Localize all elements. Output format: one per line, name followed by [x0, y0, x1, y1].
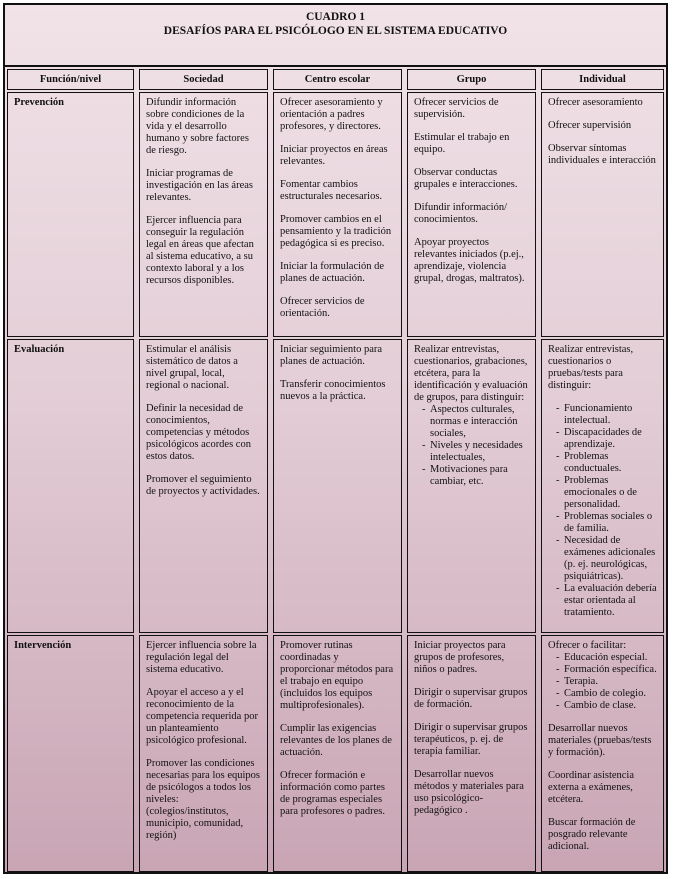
cell-text: Iniciar programas de investigación en las áreas relevantes.: [146, 168, 253, 203]
cell-text: Difundir información/ conocimientos.: [414, 202, 508, 225]
cell-text: Observar síntomas individuales e interacción: [548, 143, 656, 166]
cell-prevencion-centro: [273, 92, 402, 337]
cell-text: Dirigir o supervisar grupos de formación.: [414, 687, 528, 710]
cell-text: Estimular el trabajo en equipo.: [414, 132, 510, 155]
cell-prevencion-individual: [541, 92, 664, 337]
cell-text: Observar conductas grupales e interacciones.: [414, 167, 518, 190]
cell-text: Iniciar proyectos para grupos de profesores, niños o padres.: [414, 640, 506, 675]
cell-text: Ofrecer asesoramiento y orientación a padres profesores, y directores.: [280, 97, 383, 132]
list-item: - Problemas conductuales.: [548, 451, 657, 475]
cell-prevencion-sociedad: [139, 92, 268, 337]
cell-text: Promover las condiciones necesarias para los equipos de psicólogos a todos los niveles: (colegios/institutos, municipio, comunidad, región): [146, 758, 260, 841]
cell-text: Definir la necesidad de conocimientos, competencias y métodos psicológicos acordes con estos datos.: [146, 403, 251, 462]
cell-text: Apoyar el acceso a y el reconocimiento de la competencia requerida por un planteamiento psicológico profesional.: [146, 687, 258, 746]
cell-text: Desarrollar nuevos métodos y materiales para uso psicológico-pedagógico .: [414, 769, 524, 816]
cell-text: Ofrecer asesoramiento: [548, 97, 643, 108]
list: [548, 652, 657, 712]
list-item: - Formación específica.: [548, 664, 657, 676]
cell-evaluacion-sociedad: [139, 339, 268, 633]
cell-text: Transferir conocimientos nuevos a la práctica.: [280, 379, 386, 402]
cell-text: Iniciar seguimiento para planes de actuación.: [280, 344, 383, 367]
row-label-prevencion: Prevención: [7, 92, 134, 337]
cell-text: Desarrollar nuevos materiales (pruebas/tests y formación).: [548, 723, 652, 758]
list-item: - Niveles y necesidades intelectuales,: [414, 440, 529, 464]
cell-evaluacion-individual: [541, 339, 664, 633]
cell-intervencion-centro: [273, 635, 402, 872]
list: [414, 404, 529, 488]
cell-text: Fomentar cambios estructurales necesarios.: [280, 179, 383, 202]
cell-text: Promover el seguimiento de proyectos y actividades.: [146, 474, 260, 497]
list-item: - Problemas sociales o de familia.: [548, 511, 657, 535]
list-item: - Cambio de clase.: [548, 700, 657, 712]
list: [548, 403, 657, 619]
cell-text: Coordinar asistencia externa a exámenes, etcétera.: [548, 770, 635, 805]
cell-text: Estimular el análisis sistemático de datos a nivel grupal, local, regional o nacional.: [146, 344, 238, 391]
cell-text: Difundir información sobre condiciones de la vida y el desarrollo humano y sobre factores de riesgo.: [146, 97, 249, 156]
cell-text: Promover cambios en el pensamiento y la tradición pedagógica si es preciso.: [280, 214, 392, 249]
cell-text: Cumplir las exigencias relevantes de los planes de actuación.: [280, 723, 392, 758]
cell-text: Ejercer influencia para conseguir la regulación legal en áreas que afectan al sistema educativo, a su contexto laboral y a los recursos disponibles.: [146, 215, 254, 286]
table-title: [5, 5, 666, 67]
list-item: - Discapacidades de aprendizaje.: [548, 427, 657, 451]
list-item: - Terapia.: [548, 676, 657, 688]
cell-text: Apoyar proyectos relevantes iniciados (p.ej., aprendizaje, violencia grupal, drogas, maltratos).: [414, 237, 525, 284]
list-item: - Funcionamiento intelectual.: [548, 403, 657, 427]
header-centro-escolar: Centro escolar: [273, 69, 402, 90]
header-funcion-nivel: Función/nivel: [7, 69, 134, 90]
cell-evaluacion-centro: [273, 339, 402, 633]
cell-text: Ofrecer servicios de supervisión.: [414, 97, 499, 120]
list-item: - Necesidad de exámenes adicionales (p. ej. neurológicas, psiquiátricas).: [548, 535, 657, 583]
table-frame: [3, 3, 668, 874]
row-label-evaluacion: Evaluación: [7, 339, 134, 633]
cell-evaluacion-grupo: [407, 339, 536, 633]
list-item: - Aspectos culturales, normas e interacción sociales,: [414, 404, 529, 440]
list-item: - Problemas emocionales o de personalidad.: [548, 475, 657, 511]
row-label-intervencion: Intervención: [7, 635, 134, 872]
header-grupo: Grupo: [407, 69, 536, 90]
cell-text: Buscar formación de posgrado relevante adicional.: [548, 817, 636, 852]
table-title-text: DESAFÍOS PARA EL PSICÓLOGO EN EL SISTEMA EDUCATIVO: [163, 25, 508, 37]
header-individual: Individual: [541, 69, 664, 90]
cell-text: Iniciar proyectos en áreas relevantes.: [280, 144, 388, 167]
cell-text: Dirigir o supervisar grupos terapéuticos, p. ej. de terapia familiar.: [414, 722, 528, 757]
header-sociedad: Sociedad: [139, 69, 268, 90]
cell-text: Ofrecer supervisión: [548, 120, 632, 131]
cell-text: Ofrecer o facilitar:: [548, 640, 627, 651]
list-item: - Cambio de colegio.: [548, 688, 657, 700]
cell-text: Ofrecer servicios de orientación.: [280, 296, 365, 319]
cell-text: Realizar entrevistas, cuestionarios o pruebas/tests para distinguir:: [548, 344, 634, 391]
table-title-number: CUADRO 1: [305, 11, 366, 23]
list-item: - Educación especial.: [548, 652, 657, 664]
cell-intervencion-individual: [541, 635, 664, 872]
cell-intervencion-grupo: [407, 635, 536, 872]
list-item: - Motivaciones para cambiar, etc.: [414, 464, 529, 488]
cell-text: Realizar entrevistas, cuestionarios, grabaciones, etcétera, para la identificación y evaluación de grupos, para distinguir:: [414, 344, 528, 403]
cell-intervencion-sociedad: [139, 635, 268, 872]
cell-text: Ofrecer formación e información como partes de programas especiales para profesores o padres.: [280, 770, 385, 817]
cell-text: Ejercer influencia sobre la regulación legal del sistema educativo.: [146, 640, 257, 675]
list-item: - La evaluación debería estar orientada al tratamiento.: [548, 583, 657, 619]
cell-text: Promover rutinas coordinadas y proporcionar métodos para el trabajo en equipo (incluidos los equipos multiprofesionales).: [280, 640, 394, 711]
cell-text: Iniciar la formulación de planes de actuación.: [280, 261, 385, 284]
cell-prevencion-grupo: [407, 92, 536, 337]
